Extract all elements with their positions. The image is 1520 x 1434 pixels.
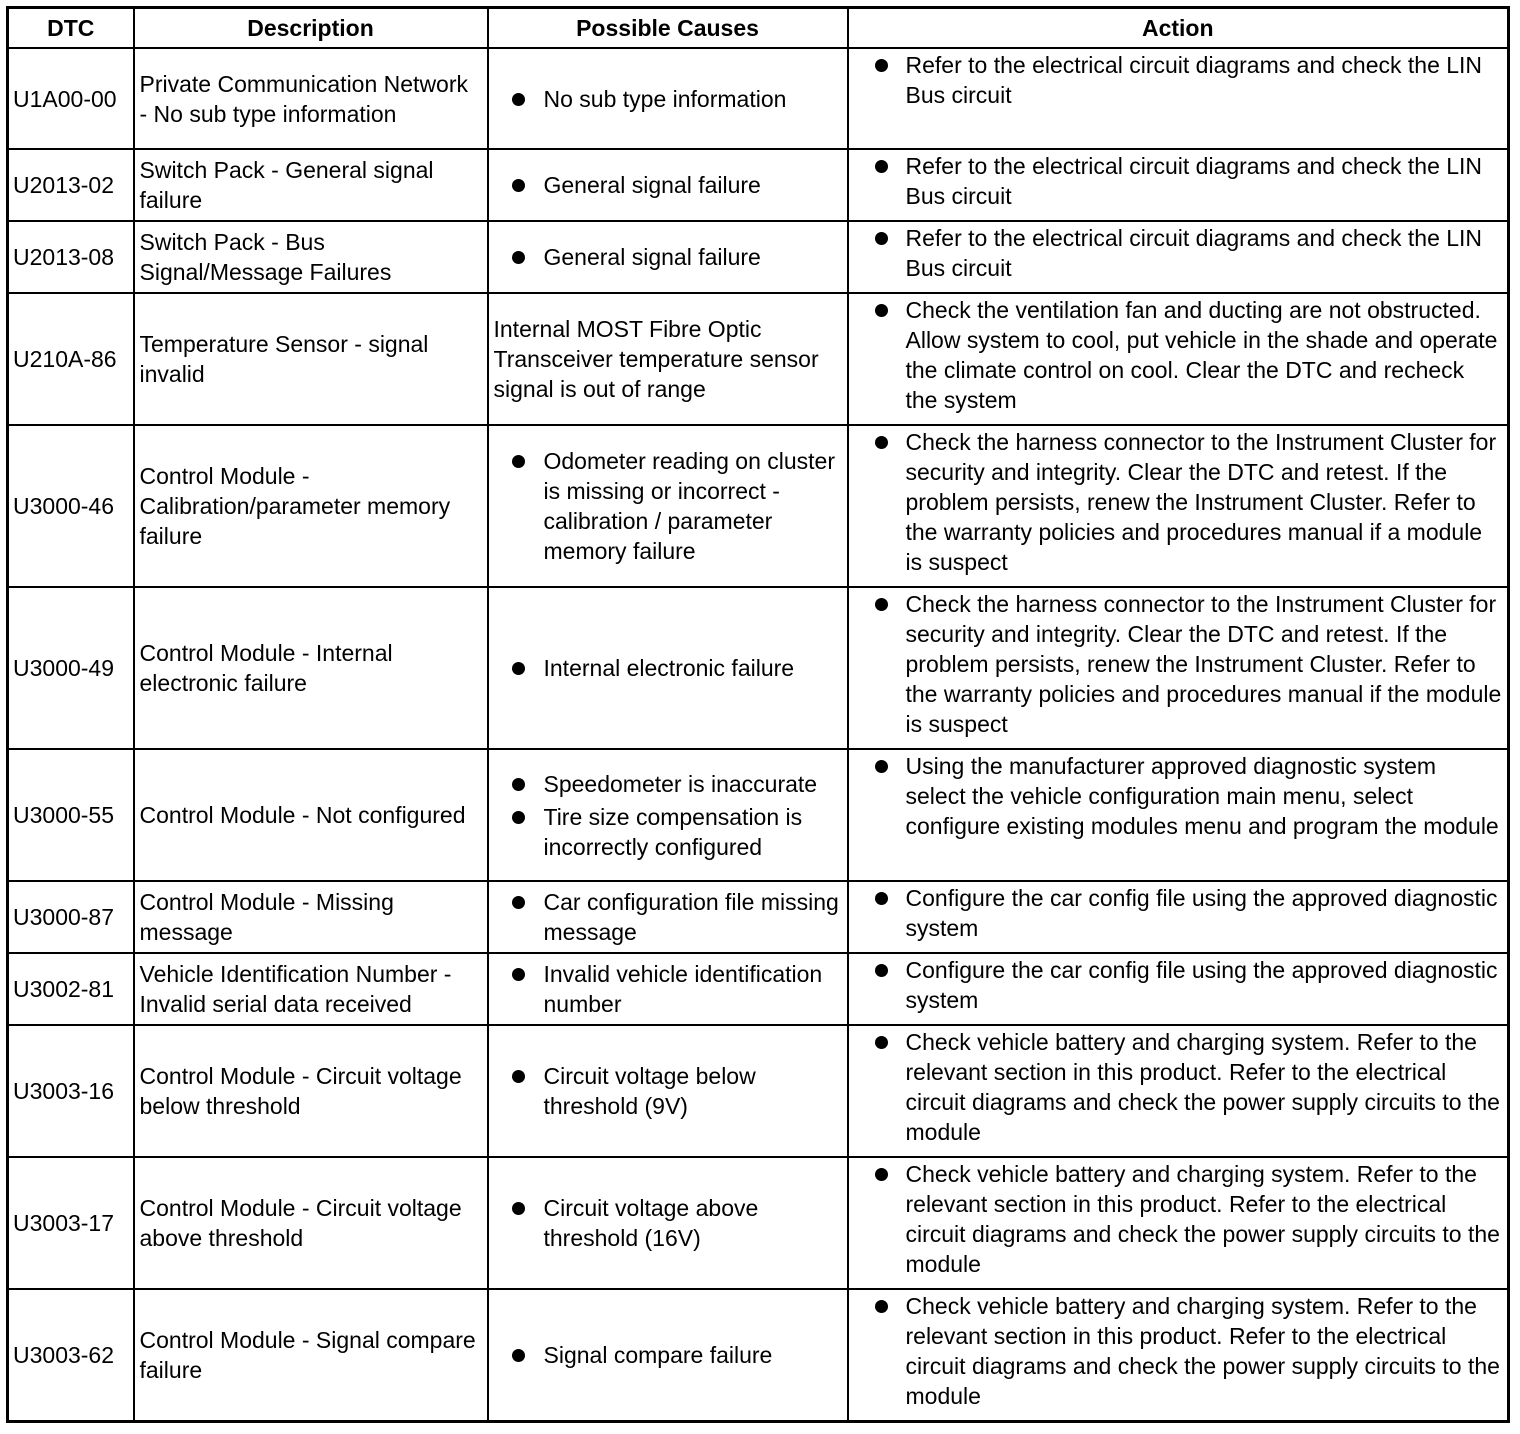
action-item: Check vehicle battery and charging system. Refer to the relevant section in this product. Refer to the electrical circuit diagrams and check the power supply circuits to the module [854,1027,1503,1147]
table-row [8,749,1509,881]
cause-item: Odometer reading on cluster is missing or incorrect - calibration / parameter memory failure [494,446,842,566]
table-row [8,48,1509,149]
possible-causes-cell [488,953,848,1025]
dtc-code-cell: U2013-08 [8,221,134,293]
action-item: Check the ventilation fan and ducting are not obstructed. Allow system to cool, put vehicle in the shade and operate the climate control on cool. Clear the DTC and recheck the system [854,295,1503,415]
description-cell: Control Module - Calibration/parameter memory failure [134,425,488,587]
description-cell: Private Communication Network - No sub type information [134,48,488,149]
action-item: Using the manufacturer approved diagnostic system select the vehicle configuration main menu, select configure existing modules menu and program the module [854,751,1503,841]
table-row [8,221,1509,293]
action-item: Refer to the electrical circuit diagrams and check the LIN Bus circuit [854,151,1503,211]
cause-item: Internal electronic failure [494,653,842,683]
action-item: Refer to the electrical circuit diagrams and check the LIN Bus circuit [854,50,1503,110]
causes-list [494,170,842,200]
action-cell [848,953,1509,1025]
table-body [8,48,1509,1421]
action-list [854,50,1503,110]
action-list [854,955,1503,1015]
description-cell: Control Module - Internal electronic failure [134,587,488,749]
action-cell [848,1157,1509,1289]
cause-item: Speedometer is inaccurate [494,769,842,799]
action-list [854,427,1503,577]
action-cell [848,1025,1509,1157]
cause-item: Signal compare failure [494,1340,842,1370]
action-item: Check vehicle battery and charging system. Refer to the relevant section in this product. Refer to the electrical circuit diagrams and check the power supply circuits to the module [854,1291,1503,1411]
action-list [854,751,1503,841]
dtc-code-cell: U3000-49 [8,587,134,749]
cause-item: Invalid vehicle identification number [494,959,842,1019]
action-cell [848,425,1509,587]
action-item: Check the harness connector to the Instrument Cluster for security and integrity. Clear the DTC and retest. If the problem persists, renew the Instrument Cluster. Refer to the warranty policies and procedures manual if a module is suspect [854,427,1503,577]
table-row [8,881,1509,953]
dtc-code-cell: U3000-46 [8,425,134,587]
description-cell: Control Module - Missing message [134,881,488,953]
possible-causes-cell [488,1157,848,1289]
description-cell: Control Module - Circuit voltage below threshold [134,1025,488,1157]
action-cell [848,749,1509,881]
possible-causes-cell [488,149,848,221]
dtc-code-cell: U3002-81 [8,953,134,1025]
cause-item: Circuit voltage below threshold (9V) [494,1061,842,1121]
table-row [8,953,1509,1025]
dtc-code-cell: U3003-17 [8,1157,134,1289]
causes-list [494,1061,842,1121]
causes-list [494,887,842,947]
description-cell: Control Module - Not configured [134,749,488,881]
cause-item: No sub type information [494,84,842,114]
description-cell: Temperature Sensor - signal invalid [134,293,488,425]
action-list [854,1027,1503,1147]
action-list [854,1291,1503,1411]
action-item: Configure the car config file using the approved diagnostic system [854,955,1503,1015]
action-cell [848,293,1509,425]
causes-list [494,769,842,862]
action-cell [848,1289,1509,1421]
causes-list [494,1193,842,1253]
action-cell [848,881,1509,953]
action-list [854,1159,1503,1279]
header-action: Action [848,8,1509,49]
table-row [8,149,1509,221]
possible-causes-cell [488,221,848,293]
action-cell [848,221,1509,293]
dtc-code-cell: U2013-02 [8,149,134,221]
action-cell [848,149,1509,221]
cause-item: Tire size compensation is incorrectly configured [494,802,842,862]
action-list [854,589,1503,739]
table-row [8,1289,1509,1421]
causes-list [494,959,842,1019]
table-header [8,8,1509,49]
possible-causes-cell [488,881,848,953]
table-row [8,587,1509,749]
action-cell [848,48,1509,149]
table-row [8,1157,1509,1289]
action-list [854,223,1503,283]
dtc-code-cell: U3003-62 [8,1289,134,1421]
causes-list [494,653,842,683]
possible-causes-cell [488,749,848,881]
causes-list [494,1340,842,1370]
action-item: Refer to the electrical circuit diagrams and check the LIN Bus circuit [854,223,1503,283]
header-description: Description [134,8,488,49]
action-item: Check the harness connector to the Instrument Cluster for security and integrity. Clear the DTC and retest. If the problem persists, renew the Instrument Cluster. Refer to the warranty policies and procedures manual if the module is suspect [854,589,1503,739]
dtc-code-cell: U3003-16 [8,1025,134,1157]
causes-list [494,446,842,566]
possible-causes-cell [488,48,848,149]
description-cell: Control Module - Signal compare failure [134,1289,488,1421]
dtc-code-cell: U1A00-00 [8,48,134,149]
possible-causes-cell [488,1025,848,1157]
header-row [8,8,1509,49]
action-item: Configure the car config file using the approved diagnostic system [854,883,1503,943]
dtc-table [6,6,1510,1423]
description-cell: Switch Pack - General signal failure [134,149,488,221]
description-cell: Vehicle Identification Number - Invalid serial data received [134,953,488,1025]
possible-causes-cell [488,587,848,749]
description-cell: Control Module - Circuit voltage above threshold [134,1157,488,1289]
table-row [8,425,1509,587]
action-item: Check vehicle battery and charging system. Refer to the relevant section in this product. Refer to the electrical circuit diagrams and check the power supply circuits to the module [854,1159,1503,1279]
header-possible-causes: Possible Causes [488,8,848,49]
cause-item: General signal failure [494,170,842,200]
dtc-code-cell: U210A-86 [8,293,134,425]
possible-causes-cell [488,1289,848,1421]
causes-list [494,84,842,114]
action-list [854,883,1503,943]
causes-list [494,242,842,272]
dtc-code-cell: U3000-87 [8,881,134,953]
table-row [8,293,1509,425]
header-dtc: DTC [8,8,134,49]
cause-text: Internal MOST Fibre Optic Transceiver temperature sensor signal is out of range [493,316,819,402]
possible-causes-cell [488,293,848,425]
cause-item: Car configuration file missing message [494,887,842,947]
cause-item: General signal failure [494,242,842,272]
possible-causes-cell [488,425,848,587]
action-cell [848,587,1509,749]
description-cell: Switch Pack - Bus Signal/Message Failures [134,221,488,293]
action-list [854,151,1503,211]
cause-item: Circuit voltage above threshold (16V) [494,1193,842,1253]
table-row [8,1025,1509,1157]
dtc-code-cell: U3000-55 [8,749,134,881]
action-list [854,295,1503,415]
